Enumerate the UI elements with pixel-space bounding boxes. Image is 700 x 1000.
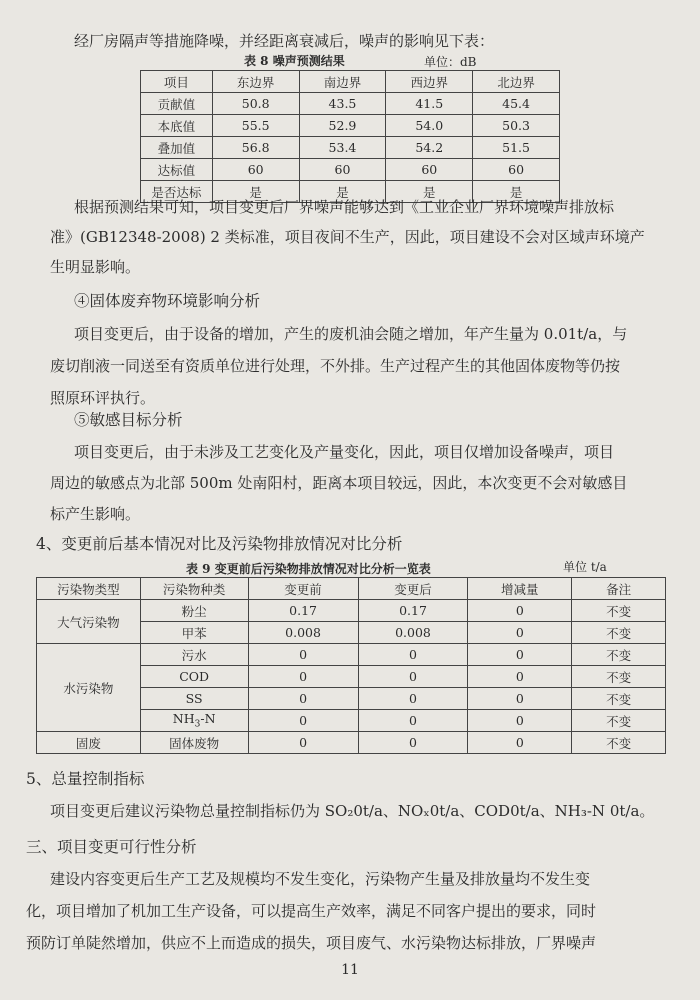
table9-caption: 表 9 变更前后污染物排放情况对比分析一览表 — [186, 562, 431, 576]
table-header-cell: 备注 — [572, 578, 666, 600]
table-cell: 0 — [358, 688, 468, 710]
table-cell: 不变 — [572, 600, 666, 622]
table-cell: 0 — [358, 710, 468, 732]
table8-caption: 表 8 噪声预测结果 — [244, 54, 345, 68]
page-number: 11 — [341, 962, 359, 978]
table-cell: 45.4 — [473, 93, 560, 115]
table-cell: 0.17 — [248, 600, 358, 622]
table-cell: 是 — [386, 181, 473, 203]
table-header-row — [37, 578, 666, 600]
table-cell: $NH_3-N$ — [140, 710, 248, 732]
table-row — [37, 644, 666, 666]
table-cell: 是否达标 — [141, 181, 213, 203]
pollutant-type-cell: 固废 — [37, 732, 141, 754]
table-header-row — [141, 71, 560, 93]
table-cell: 0 — [358, 644, 468, 666]
table-cell: 0.17 — [358, 600, 468, 622]
table-cell: 0 — [468, 688, 572, 710]
table-cell: 不变 — [572, 710, 666, 732]
table-header-cell: 污染物类型 — [37, 578, 141, 600]
table-cell: 0 — [358, 666, 468, 688]
table-cell: 不变 — [572, 644, 666, 666]
heading-3: 三、项目变更可行性分析 — [26, 838, 197, 856]
table-cell: COD — [140, 666, 248, 688]
table-cell: 贡献值 — [141, 93, 213, 115]
table-cell: 是 — [473, 181, 560, 203]
para5-line2: 化，项目增加了机加工生产设备，可以提高生产效率，满足不同客户提出的要求，同时 — [26, 902, 597, 920]
table-cell: 本底值 — [141, 115, 213, 137]
table-cell: 达标值 — [141, 159, 213, 181]
table-row — [141, 159, 560, 181]
table-cell: 60 — [473, 159, 560, 181]
table-cell: 56.8 — [212, 137, 299, 159]
para2-line3: 照原环评执行。 — [50, 389, 156, 407]
table-cell: 0 — [468, 732, 572, 754]
para1-line3: 生明显影响。 — [50, 258, 141, 276]
noise-prediction-table — [140, 70, 560, 203]
table-row — [37, 732, 666, 754]
table-header-cell: 项目 — [141, 71, 213, 93]
table-cell: SS — [140, 688, 248, 710]
table-cell: 50.8 — [212, 93, 299, 115]
table-row — [141, 115, 560, 137]
heading-5: 5、总量控制指标 — [26, 770, 145, 788]
table-cell: 污水 — [140, 644, 248, 666]
table-cell: 甲苯 — [140, 622, 248, 644]
table-cell: 0 — [248, 688, 358, 710]
table-row — [141, 137, 560, 159]
table-cell: 54.2 — [386, 137, 473, 159]
para3-line3: 标产生影响。 — [50, 505, 141, 523]
table-cell: 41.5 — [386, 93, 473, 115]
table-cell: 0 — [248, 710, 358, 732]
table-cell: 0 — [468, 644, 572, 666]
table-cell: 是 — [299, 181, 386, 203]
table-row — [141, 93, 560, 115]
section4-title: ④固体废弃物环境影响分析 — [74, 292, 261, 310]
table9-unit: 单位 t/a — [563, 560, 607, 574]
table-cell: 51.5 — [473, 137, 560, 159]
table-header-cell: 增减量 — [468, 578, 572, 600]
pollutant-type-cell: 水污染物 — [37, 644, 141, 732]
para3-line2: 周边的敏感点为北部 500m 处南阳村，距离本项目较远，因此，本次变更不会对敏感目 — [50, 474, 628, 492]
table-cell: 叠加值 — [141, 137, 213, 159]
table-cell: 0 — [468, 622, 572, 644]
table-cell: 0.008 — [358, 622, 468, 644]
table-cell: 60 — [212, 159, 299, 181]
table-cell: 0 — [468, 710, 572, 732]
table-cell: 60 — [299, 159, 386, 181]
table-cell: 不变 — [572, 666, 666, 688]
table-header-cell: 西边界 — [386, 71, 473, 93]
table-header-cell: 污染物种类 — [140, 578, 248, 600]
table-cell: 不变 — [572, 622, 666, 644]
table-cell: 是 — [212, 181, 299, 203]
table-header-cell: 变更前 — [248, 578, 358, 600]
table-cell: 43.5 — [299, 93, 386, 115]
para4: 项目变更后建议污染物总量控制指标仍为 SO₂0t/a、NOₓ0t/a、COD0t/a、NH₃-N 0t/a。 — [50, 802, 655, 820]
table-cell: 53.4 — [299, 137, 386, 159]
para5-line3: 预防订单陡然增加，供应不上而造成的损失，项目废气、水污染物达标排放，厂界噪声 — [26, 934, 597, 952]
para2-line1: 项目变更后，由于设备的增加，产生的废机油会随之增加，年产生量为 0.01t/a，与 — [74, 325, 628, 343]
table-cell: 粉尘 — [140, 600, 248, 622]
para1-line2: 准》(GB12348-2008) 2 类标准，项目夜间不生产，因此，项目建设不会对区域声环境产 — [50, 228, 645, 246]
table-row — [37, 600, 666, 622]
table-cell: 55.5 — [212, 115, 299, 137]
para1-line1: 根据预测结果可知，项目变更后厂界噪声能够达到《工业企业厂界环境噪声排放标 — [74, 198, 615, 216]
table-cell: 0 — [248, 732, 358, 754]
table-cell: 不变 — [572, 732, 666, 754]
table-header-cell: 变更后 — [358, 578, 468, 600]
table-cell: 不变 — [572, 688, 666, 710]
pollutant-comparison-table — [36, 577, 666, 754]
table-cell: 60 — [386, 159, 473, 181]
table-cell: 52.9 — [299, 115, 386, 137]
pollutant-type-cell: 大气污染物 — [37, 600, 141, 644]
table-cell: 54.0 — [386, 115, 473, 137]
section5-title: ⑤敏感目标分析 — [74, 411, 183, 429]
para2-line2: 废切削液一同送至有资质单位进行处理，不外排。生产过程产生的其他固体废物等仍按 — [50, 357, 621, 375]
table-header-cell: 北边界 — [473, 71, 560, 93]
table-cell: 0 — [248, 644, 358, 666]
para5-line1: 建设内容变更后生产工艺及规模均不发生变化，污染物产生量及排放量均不发生变 — [50, 870, 591, 888]
table-header-cell: 东边界 — [212, 71, 299, 93]
intro-line: 经厂房隔声等措施降噪，并经距离衰减后，噪声的影响见下表： — [74, 32, 495, 50]
table-cell: 50.3 — [473, 115, 560, 137]
table-cell: 0 — [248, 666, 358, 688]
table-cell: 0 — [468, 666, 572, 688]
table8-unit: 单位：dB — [424, 55, 477, 69]
table-cell: 0 — [358, 732, 468, 754]
heading-4: 4、变更前后基本情况对比及污染物排放情况对比分析 — [36, 535, 403, 553]
table-cell: 0 — [468, 600, 572, 622]
para3-line1: 项目变更后，由于未涉及工艺变化及产量变化，因此，项目仅增加设备噪声，项目 — [74, 443, 615, 461]
table-cell: 固体废物 — [140, 732, 248, 754]
table-header-cell: 南边界 — [299, 71, 386, 93]
table-cell: 0.008 — [248, 622, 358, 644]
